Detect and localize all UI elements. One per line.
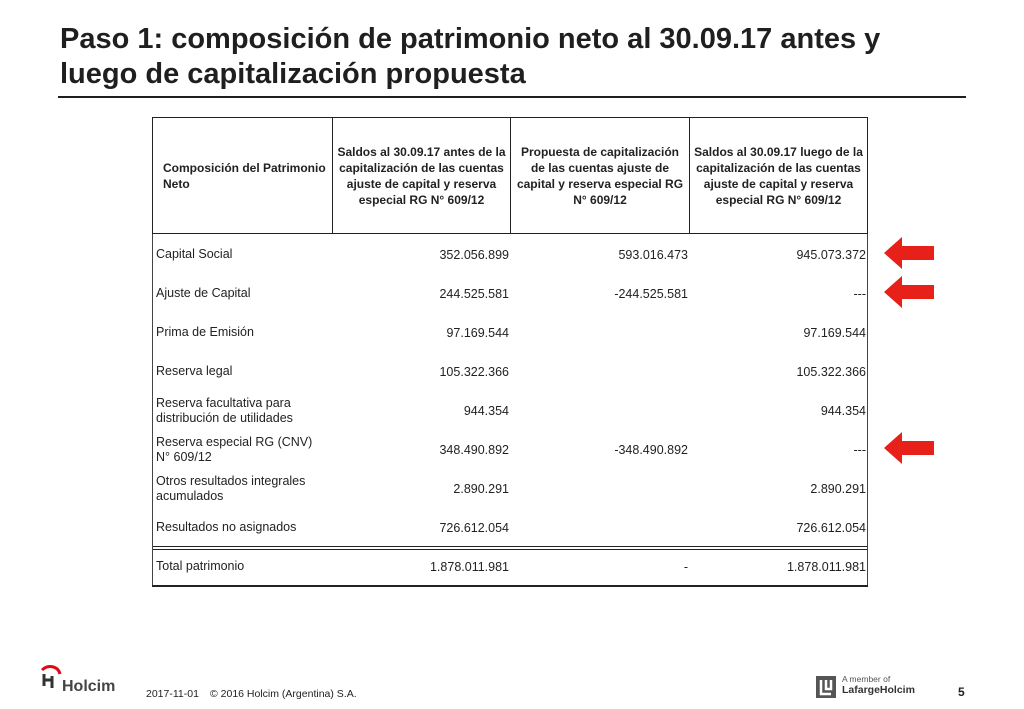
row-label: Ajuste de Capital [156, 286, 251, 300]
row-label: Capital Social [156, 247, 233, 261]
table-body [152, 234, 868, 587]
row-label: Prima de Emisión [156, 325, 254, 339]
value-after: 105.322.366 [796, 364, 866, 379]
total-after: 1.878.011.981 [786, 559, 866, 574]
footer-date: 2017-11-01 [146, 688, 199, 700]
total-before: 1.878.011.981 [429, 559, 509, 574]
left-arrow-icon [884, 431, 934, 465]
header-before: Saldos al 30.09.17 antes de la capitalización de las cuentas ajuste de capital y reserva especial RG N° 609/12 [332, 118, 510, 233]
holcim-wordmark: Holcim [62, 678, 116, 695]
holcim-logo [38, 662, 128, 702]
table-header [152, 117, 868, 234]
value-proposal: 593.016.473 [618, 247, 688, 262]
value-after: --- [853, 442, 866, 457]
lafargeholcim-logo-icon [816, 676, 836, 698]
row-label: Reserva legal [156, 364, 233, 378]
left-arrow-icon [884, 275, 934, 309]
value-after: 97.169.544 [803, 325, 866, 340]
value-after: 2.890.291 [810, 481, 866, 496]
table-bottom-border [152, 585, 868, 587]
value-after: 944.354 [820, 403, 866, 418]
lafargeholcim-name: LafargeHolcim [842, 684, 915, 696]
page-title [60, 22, 980, 92]
row-label: Reserva facultativa para distribución de utilidades [156, 395, 293, 425]
header-after: Saldos al 30.09.17 luego de la capitalización de las cuentas ajuste de capital y reserva especial RG N° 609/12 [689, 118, 867, 233]
page-number: 5 [958, 685, 965, 699]
title-line-1: Paso 1: composición de patrimonio neto al 30.09.17 antes y [60, 23, 881, 55]
value-before: 97.169.544 [446, 325, 509, 340]
value-proposal [510, 508, 688, 547]
value-after: 726.612.054 [796, 520, 866, 535]
equity-table [152, 117, 868, 587]
table-row [153, 313, 867, 352]
left-arrow-icon [884, 236, 934, 270]
header-proposal: Propuesta de capitalización de las cuentas ajuste de capital y reserva especial RG N° 609/12 [510, 118, 689, 233]
value-after: --- [853, 286, 866, 301]
table-row [153, 352, 867, 391]
value-after: 945.073.372 [796, 247, 866, 262]
total-proposal: - [683, 559, 688, 574]
table-row [153, 430, 867, 469]
value-before: 244.525.581 [439, 286, 509, 301]
table-row [153, 274, 867, 313]
title-underline [58, 96, 966, 98]
value-proposal [510, 352, 688, 391]
value-before: 348.490.892 [439, 442, 509, 457]
table-row [153, 469, 867, 508]
value-before: 944.354 [463, 403, 509, 418]
table-row [153, 235, 867, 274]
row-label: Resultados no asignados [156, 520, 297, 534]
value-before: 105.322.366 [439, 364, 509, 379]
header-composition: Composición del Patrimonio Neto [163, 160, 326, 191]
value-before: 726.612.054 [439, 520, 509, 535]
member-text: A member of [842, 674, 891, 684]
row-label: Reserva especial RG (CNV) N° 609/12 [156, 434, 313, 464]
total-label: Total patrimonio [156, 559, 245, 573]
row-label: Otros resultados integrales acumulados [156, 473, 306, 503]
value-before: 2.890.291 [453, 481, 509, 496]
footer-copyright: © 2016 Holcim (Argentina) S.A. [210, 688, 357, 700]
value-proposal [510, 469, 688, 508]
value-before: 352.056.899 [439, 247, 509, 262]
holcim-logo-icon [38, 664, 62, 692]
table-row [153, 508, 867, 547]
value-proposal: -244.525.581 [614, 286, 688, 301]
value-proposal: -348.490.892 [614, 442, 688, 457]
total-row [153, 547, 867, 586]
table-row [153, 391, 867, 430]
title-line-2: luego de capitalización propuesta [60, 58, 526, 90]
value-proposal [510, 313, 688, 352]
value-proposal [510, 391, 688, 430]
